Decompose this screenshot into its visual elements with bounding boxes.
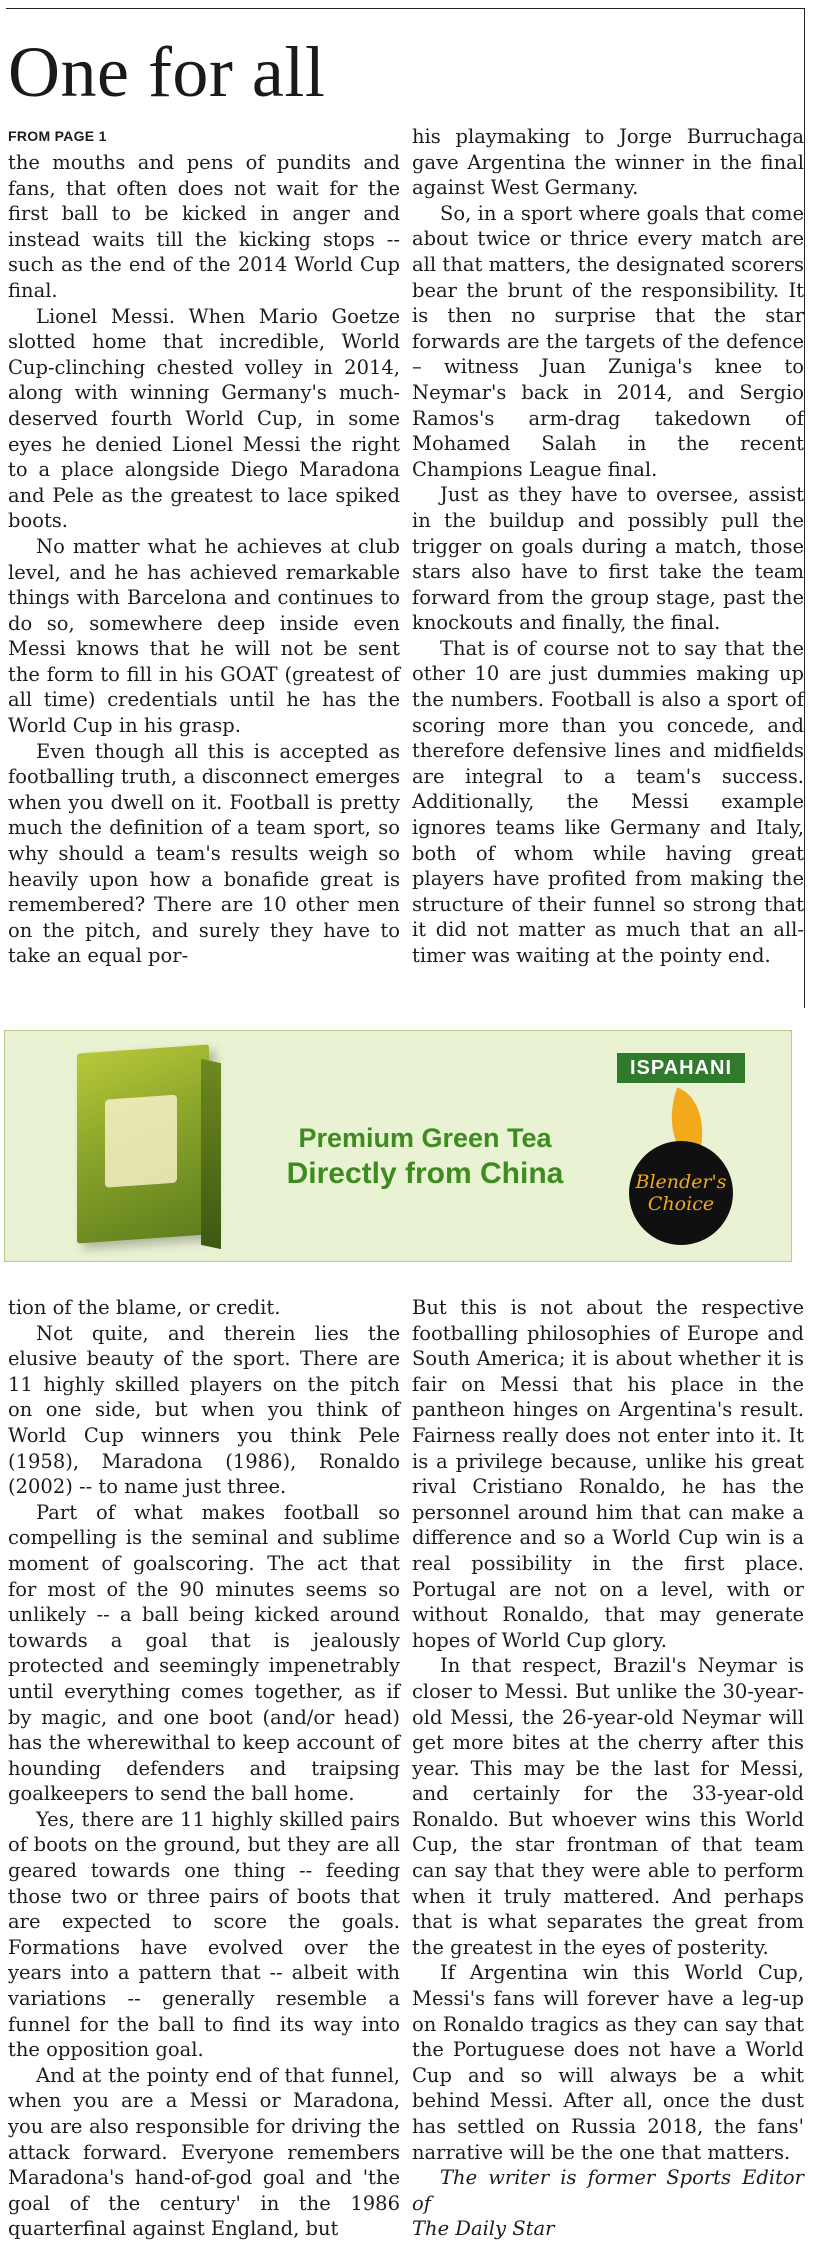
top-rule bbox=[6, 8, 805, 9]
paragraph: his playmaking to Jorge Burruchaga gave Argentina the winner in the final against West Germany. bbox=[412, 125, 804, 200]
advertisement-banner[interactable] bbox=[4, 1030, 792, 1262]
ad-headline bbox=[245, 1121, 605, 1193]
ad-line-2: Directly from China bbox=[286, 1157, 564, 1190]
article-column-3 bbox=[8, 1295, 400, 2242]
from-page-kicker: FROM PAGE 1 bbox=[8, 128, 107, 144]
article-column-1 bbox=[8, 150, 400, 969]
writer-credit-line-1: The writer is former Sports Editor of bbox=[412, 2166, 804, 2215]
paragraph: tion of the blame, or credit. bbox=[8, 1296, 281, 1319]
tea-box-image bbox=[77, 1044, 209, 1243]
article-column-2 bbox=[412, 124, 804, 969]
paragraph: And at the pointy end of that funnel, when you are a Messi or Maradona, you are also responsible for driving the attack forward. Everyone remembers Maradona's hand-of-god goal and 'the goal of the century' in the 1986 quarterfinal against England, but bbox=[8, 2063, 400, 2241]
badge-line-2: Choice bbox=[647, 1193, 715, 1215]
paragraph: No matter what he achieves at club level, and he has achieved remarkable things with Barcelona and continues to do so, somewhere deep inside even Messi knows that he will not be sent the form to fill in his GOAT (greatest of all time) credentials until he has the World Cup in his grasp. bbox=[8, 534, 400, 738]
paragraph: Yes, there are 11 highly skilled pairs of boots on the ground, but they are all geared towards one thing -- feeding those two or three pairs of boots that are expected to score the goals. Formations have evolved over the years into a pattern that -- albeit with variations -- generally resemble a funnel for the ball to find its way into the opposition goal. bbox=[8, 1807, 400, 2062]
writer-credit bbox=[412, 2165, 804, 2242]
blenders-choice-badge bbox=[629, 1141, 733, 1245]
paragraph: the mouths and pens of pundits and fans, that often does not wait for the first ball to be kicked in anger and instead waits till the kicking stops -- such as the end of the 2014 World Cup final. bbox=[8, 151, 400, 302]
paragraph: In that respect, Brazil's Neymar is closer to Messi. But unlike the 30-year-old Messi, the 26-year-old Neymar will get more bites at the cherry after this year. This may be the last for Messi, and certainly for the 33-year-old Ronaldo. But whoever wins this World Cup, the star frontman of that team can say that they were able to perform when it truly mattered. And perhaps that is what separates the great from the greatest in the eyes of posterity. bbox=[412, 1654, 804, 1959]
paragraph: If Argentina win this World Cup, Messi's fans will forever have a leg-up on Ronaldo tragics as they can say that the Portuguese does not have a World Cup and so will always be a whit behind Messi. After all, once the dust has settled on Russia 2018, the fans' narrative will be the one that matters. bbox=[412, 1961, 804, 2164]
paragraph: Lionel Messi. When Mario Goetze slotted home that incredible, World Cup-clinching chested volley in 2014, along with winning Germany's much-deserved fourth World Cup, in some eyes he denied Lionel Messi the right to a place alongside Diego Maradona and Pele as the greatest to lace spiked boots. bbox=[8, 304, 400, 533]
paragraph: Not quite, and therein lies the elusive beauty of the sport. There are 11 highly skilled players on the pitch on one side, but when you think of World Cup winners you think Pele (1958), Maradona (1986), Ronaldo (2002) -- to name just three. bbox=[8, 1321, 400, 1499]
paragraph: Even though all this is accepted as footballing truth, a disconnect emerges when you dwell on it. Football is pretty much the definition of a team sport, so why should a team's results weigh so heavily upon how a bonafide great is remembered? There are 10 other men on the pitch, and surely they have to take an equal por- bbox=[8, 739, 400, 968]
headline: One for all bbox=[8, 32, 326, 112]
right-rule bbox=[804, 8, 805, 1008]
tea-box-side bbox=[201, 1059, 221, 1249]
writer-credit-line-2: The Daily Star bbox=[412, 2217, 555, 2241]
paragraph: Part of what makes football so compelling is the seminal and sublime moment of goalscoring. The act that for most of the 90 minutes seems so unlikely -- a ball being kicked around towards a goal that is jealously protected and seemingly impenetrably until everything comes together, as if by magic, and one boot (and/or head) has the wherewithal to keep account of hounding defenders and traipsing goalkeepers to send the ball home. bbox=[8, 1500, 400, 1806]
paragraph: But this is not about the respective footballing philosophies of Europe and South America; it is about whether it is fair on Messi that his place in the pantheon hinges on Argentina's result. Fairness really does not enter into it. It is a privilege because, unlike his great rival Cristiano Ronaldo, he has the personnel around him that can make a difference and so a World Cup win is a real possibility in the first place. Portugal are not on a level, with or without Ronaldo, that may generate hopes of World Cup glory. bbox=[412, 1296, 804, 1652]
ad-line-1: Premium Green Tea bbox=[298, 1123, 552, 1153]
badge-line-1: Blender's bbox=[635, 1171, 727, 1193]
paragraph: Just as they have to oversee, assist in the buildup and possibly pull the trigger on goals during a match, those stars also have to first take the team forward from the group stage, past the knockouts and finally, the final. bbox=[412, 483, 804, 635]
ispahani-brand-label: ISPAHANI bbox=[617, 1053, 745, 1083]
article-column-4 bbox=[412, 1295, 804, 2242]
paragraph: So, in a sport where goals that come about twice or thrice every match are all that matters, the designated scorers bear the brunt of the responsibility. It is then no surprise that the star forwards are the targets of the defence – witness Juan Zuniga's knee to Neymar's back in 2014, and Sergio Ramos's arm-drag takedown of Mohamed Salah in the recent Champions League final. bbox=[412, 201, 804, 481]
paragraph: That is of course not to say that the other 10 are just dummies making up the numbers. Football is also a sport of scoring more than you concede, and therefore defensive lines and midfields are integral to a team's success. Additionally, the Messi example ignores teams like Germany and Italy, both of whom while having great players have profited from making the structure of their funnel so strong that it did not matter as much that an all-timer was waiting at the pointy end. bbox=[412, 636, 804, 967]
